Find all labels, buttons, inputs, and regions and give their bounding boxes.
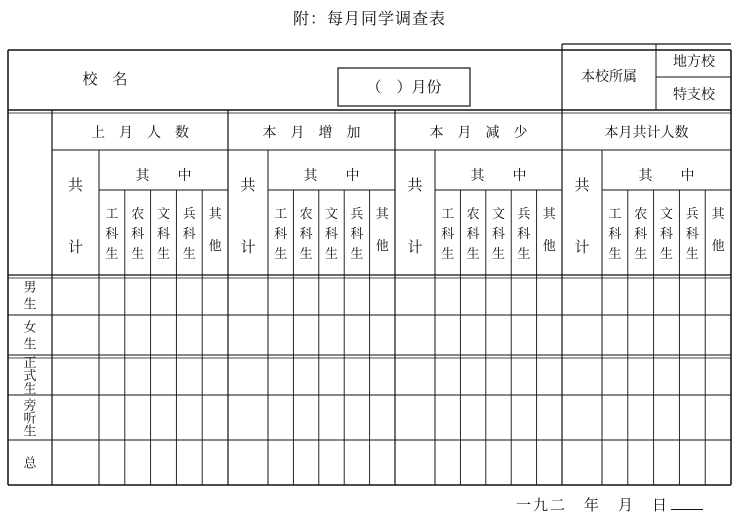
- subcat-1-0-char: 生: [274, 247, 288, 262]
- subcat-3-1-char: 生: [634, 247, 648, 262]
- subcat-3-2-char: 科: [659, 227, 674, 242]
- group-total-bottom-1: 计: [240, 238, 256, 256]
- subcat-2-1: [467, 207, 480, 262]
- row-label-2-char: 式: [23, 369, 37, 384]
- subcat-1-4-char: 其: [375, 207, 389, 222]
- row-label-0: [23, 281, 36, 313]
- group-among-0: 其 中: [135, 168, 192, 184]
- subcat-0-0-char: 科: [105, 227, 119, 242]
- group-total-top-3: 共: [574, 176, 590, 194]
- subcat-2-1-char: 农: [466, 207, 480, 222]
- subcat-1-3: [350, 207, 363, 262]
- group-total-top-1: 共: [240, 176, 256, 194]
- subcat-0-1-char: 生: [131, 247, 145, 262]
- group-label-2: 本 月 减 少: [429, 125, 528, 141]
- group-label-0: 上 月 人 数: [91, 125, 189, 141]
- subcat-2-3: [517, 207, 530, 262]
- group-total-top-0: 共: [67, 176, 84, 194]
- subcat-3-3-char: 兵: [685, 207, 699, 222]
- subcat-3-4: [712, 206, 726, 254]
- group-label-1: 本 月 增 加: [262, 125, 361, 141]
- subcat-1-0-char: 科: [274, 227, 288, 242]
- group-label-3: 本月共计人数: [604, 125, 689, 141]
- subcat-2-0-char: 生: [441, 247, 455, 262]
- subcat-0-0: [105, 207, 118, 262]
- subcat-0-3: [183, 207, 196, 262]
- subcat-2-0-char: 科: [441, 227, 455, 242]
- row-label-4-char: 总: [23, 456, 37, 472]
- subcat-1-0-char: 工: [274, 207, 288, 222]
- subcat-3-0-char: 科: [608, 227, 622, 242]
- subcat-2-4: [543, 206, 557, 254]
- subcat-0-1-char: 农: [131, 207, 145, 222]
- subcat-3-1: [634, 207, 647, 262]
- row-label-4: [23, 457, 37, 472]
- footer-date-text: 一九二 年 月 日: [515, 496, 669, 514]
- subcat-3-2: [660, 207, 673, 262]
- row-label-2-char: 生: [23, 382, 37, 397]
- subcat-2-3-char: 兵: [517, 207, 531, 222]
- subcat-0-2-char: 生: [156, 247, 171, 262]
- subcat-2-2-char: 科: [491, 227, 506, 242]
- subcat-2-4-char: 其: [542, 207, 556, 222]
- subcat-0-2-char: 科: [156, 227, 171, 242]
- footer-date: [516, 494, 703, 515]
- row-label-3: [23, 399, 36, 440]
- row-label-0-char: 生: [23, 297, 37, 313]
- subcat-0-3-char: 生: [182, 247, 196, 262]
- row-label-0-char: 男: [23, 280, 37, 296]
- subcat-0-2: [157, 207, 170, 262]
- subcat-0-4-char: 其: [208, 207, 222, 222]
- subcat-0-0-char: 生: [105, 247, 119, 262]
- subcat-2-2: [492, 207, 505, 262]
- subcat-3-1-char: 农: [634, 207, 648, 222]
- subcat-1-2-char: 文: [324, 207, 339, 222]
- group-among-3: 其 中: [638, 168, 695, 184]
- row-label-3-char: 生: [23, 424, 37, 440]
- subcat-0-2-char: 文: [156, 207, 171, 222]
- school-type-local: 地方校: [673, 54, 715, 70]
- subcat-1-1: [300, 207, 313, 262]
- subcat-3-2-char: 生: [659, 247, 674, 262]
- subcat-3-3: [686, 207, 699, 262]
- subcat-1-3-char: 生: [350, 247, 364, 262]
- subcat-1-1-char: 农: [299, 207, 313, 222]
- subcat-1-3-char: 科: [350, 227, 364, 242]
- subcat-3-2-char: 文: [659, 207, 674, 222]
- group-total-bottom-2: 计: [407, 238, 423, 256]
- subcat-1-0: [274, 207, 287, 262]
- subcat-2-2-char: 生: [491, 247, 506, 262]
- subcat-3-0-char: 生: [608, 247, 622, 262]
- subcat-0-4-char: 他: [208, 239, 222, 254]
- row-label-2: [23, 356, 36, 397]
- subcat-1-2-char: 生: [324, 247, 339, 262]
- subcat-2-0: [441, 207, 454, 262]
- subcat-1-1-char: 科: [299, 227, 313, 242]
- row-label-1-char: 生: [23, 337, 37, 353]
- subcat-0-1-char: 科: [131, 227, 145, 242]
- subcat-2-0-char: 工: [441, 207, 455, 222]
- subcat-3-0-char: 工: [608, 207, 622, 222]
- subcat-2-3-char: 科: [517, 227, 531, 242]
- school-name-label: 校 名: [82, 70, 128, 88]
- subcat-0-0-char: 工: [105, 207, 119, 222]
- affiliation-label: 本校所属: [581, 69, 637, 85]
- page-title: 附：每月同学调查表: [292, 9, 446, 28]
- subcat-3-4-char: 其: [711, 207, 725, 222]
- subcat-3-4-char: 他: [711, 239, 725, 254]
- subcat-2-1-char: 科: [466, 227, 480, 242]
- row-label-3-char: 听: [23, 411, 37, 427]
- row-label-1: [23, 321, 36, 353]
- group-among-2: 其 中: [470, 168, 527, 184]
- subcat-1-4-char: 他: [375, 239, 389, 254]
- subcat-2-2-char: 文: [491, 207, 506, 222]
- subcat-2-4-char: 他: [542, 239, 556, 254]
- subcat-3-1-char: 科: [634, 227, 648, 242]
- subcat-0-1: [131, 207, 144, 262]
- month-label: （ ）月份: [366, 78, 442, 96]
- subcat-2-3-char: 生: [517, 247, 531, 262]
- group-total-bottom-3: 计: [574, 238, 590, 256]
- school-type-special: 特支校: [673, 87, 715, 103]
- subcat-3-3-char: 科: [685, 227, 699, 242]
- row-label-3-char: 旁: [23, 398, 37, 414]
- group-among-1: 其 中: [303, 168, 360, 184]
- group-total-top-2: 共: [407, 176, 423, 194]
- subcat-1-4: [376, 206, 390, 254]
- subcat-1-1-char: 生: [299, 247, 313, 262]
- subcat-1-2-char: 科: [324, 227, 339, 242]
- subcat-0-4: [209, 206, 223, 254]
- subcat-3-0: [608, 207, 621, 262]
- group-total-bottom-0: 计: [67, 238, 84, 256]
- subcat-0-3-char: 兵: [182, 207, 196, 222]
- subcat-0-3-char: 科: [182, 227, 196, 242]
- subcat-3-3-char: 生: [685, 247, 699, 262]
- subcat-1-2: [325, 207, 338, 262]
- subcat-1-3-char: 兵: [350, 207, 364, 222]
- footer-date-blank: [671, 495, 703, 510]
- row-label-2-char: 正: [23, 356, 37, 371]
- row-label-1-char: 女: [23, 320, 37, 336]
- subcat-2-1-char: 生: [466, 247, 480, 262]
